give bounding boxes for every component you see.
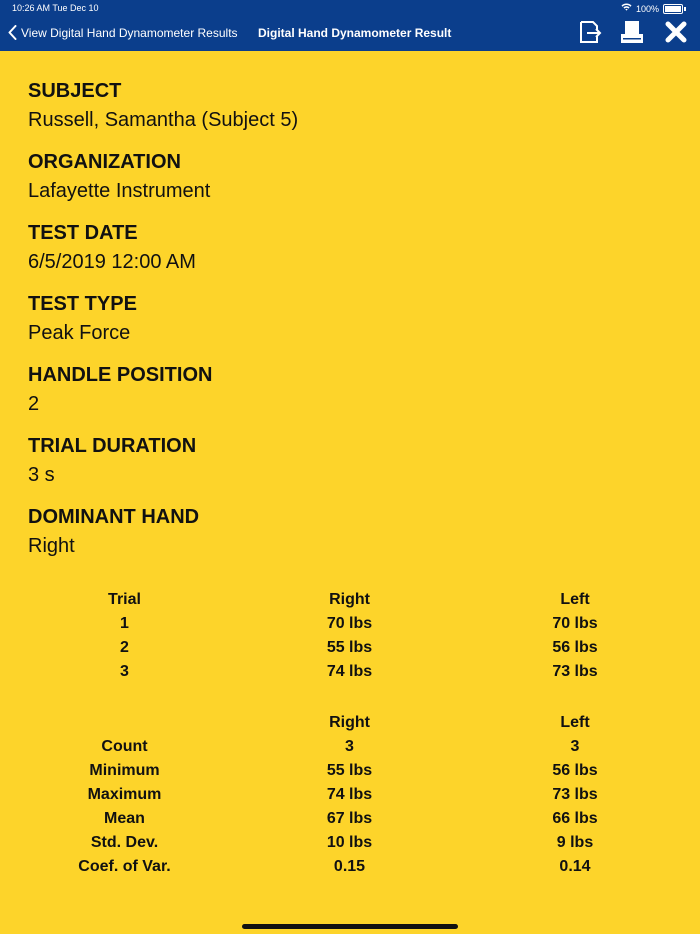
wifi-icon — [621, 3, 632, 14]
field-value: Right — [28, 535, 75, 557]
field-handle-position — [28, 363, 298, 421]
table-header: Left — [560, 714, 590, 731]
table-header: Left — [560, 591, 590, 608]
table-row — [12, 612, 688, 636]
table-row — [12, 831, 688, 855]
field-dominant-hand — [28, 505, 298, 563]
table-cell: Minimum — [89, 762, 160, 779]
table-header — [12, 711, 237, 735]
field-value: Russell, Samantha (Subject 5) — [28, 109, 299, 131]
table-row — [12, 807, 688, 831]
field-test-date — [28, 221, 298, 279]
table-cell: 2 — [120, 639, 129, 656]
field-subject — [28, 79, 298, 137]
field-label: TEST TYPE — [28, 293, 137, 315]
home-indicator[interactable] — [242, 924, 458, 929]
table-cell: 74 lbs — [326, 663, 373, 680]
table-cell: 56 lbs — [552, 639, 598, 656]
table-cell: Std. Dev. — [90, 834, 159, 851]
back-button-label: View Digital Hand Dynamometer Results — [21, 25, 238, 40]
field-label: TRIAL DURATION — [28, 435, 197, 457]
field-test-type — [28, 292, 298, 350]
table-header-row — [12, 711, 688, 735]
back-button[interactable] — [8, 25, 238, 40]
table-cell: 9 lbs — [556, 834, 594, 851]
status-time-date: 10:26 AM Tue Dec 10 — [12, 3, 99, 13]
table-header: Right — [329, 591, 370, 608]
field-value: Lafayette Instrument — [28, 180, 211, 202]
table-cell: Mean — [104, 810, 145, 827]
table-cell: 3 — [345, 738, 354, 755]
field-label: HANDLE POSITION — [28, 364, 213, 386]
page-title: Digital Hand Dynamometer Result — [258, 26, 452, 40]
table-cell: Count — [101, 738, 148, 755]
table-cell: 70 lbs — [552, 615, 598, 632]
table-cell: 66 lbs — [552, 810, 598, 827]
battery-nub — [684, 7, 686, 11]
table-cell: 73 lbs — [552, 663, 598, 680]
field-trial-duration — [28, 434, 298, 492]
field-value: 2 — [28, 393, 40, 415]
table-cell: 55 lbs — [326, 639, 373, 656]
table-cell: 55 lbs — [326, 762, 373, 779]
table-cell: 1 — [120, 615, 129, 632]
field-label: ORGANIZATION — [28, 151, 181, 173]
table-cell: 67 lbs — [326, 810, 373, 827]
table-row — [12, 735, 688, 759]
field-value: 6/5/2019 12:00 AM — [28, 251, 196, 273]
chevron-left-icon — [8, 25, 17, 40]
table-row — [12, 636, 688, 660]
table-cell: 3 — [120, 663, 129, 680]
print-icon[interactable] — [620, 20, 644, 49]
table-row — [12, 660, 688, 684]
field-label: TEST DATE — [28, 222, 138, 244]
field-value: 3 s — [28, 464, 55, 486]
trials-table — [12, 588, 688, 684]
result-details — [28, 79, 298, 576]
stats-table — [12, 711, 688, 879]
field-organization — [28, 150, 298, 208]
table-cell: Maximum — [87, 786, 162, 803]
field-value: Peak Force — [28, 322, 131, 344]
export-icon[interactable] — [578, 20, 602, 49]
table-row — [12, 759, 688, 783]
field-label: SUBJECT — [28, 80, 122, 102]
table-cell: 56 lbs — [552, 762, 598, 779]
table-cell: 73 lbs — [552, 786, 598, 803]
table-header-row — [12, 588, 688, 612]
table-cell: Coef. of Var. — [78, 858, 171, 875]
status-right — [621, 3, 686, 14]
table-cell: 70 lbs — [326, 615, 373, 632]
table-header: Trial — [108, 591, 141, 608]
table-header: Right — [329, 714, 370, 731]
close-icon[interactable] — [664, 20, 688, 49]
navigation-bar — [0, 0, 700, 51]
table-cell: 3 — [570, 738, 580, 755]
field-label: DOMINANT HAND — [28, 506, 200, 528]
table-cell: 10 lbs — [326, 834, 373, 851]
table-row — [12, 855, 688, 879]
table-cell: 0.14 — [559, 858, 591, 875]
table-row — [12, 783, 688, 807]
battery-icon — [663, 4, 683, 14]
table-cell: 0.15 — [333, 858, 366, 875]
table-cell: 74 lbs — [326, 786, 373, 803]
battery-percent: 100% — [635, 3, 659, 14]
